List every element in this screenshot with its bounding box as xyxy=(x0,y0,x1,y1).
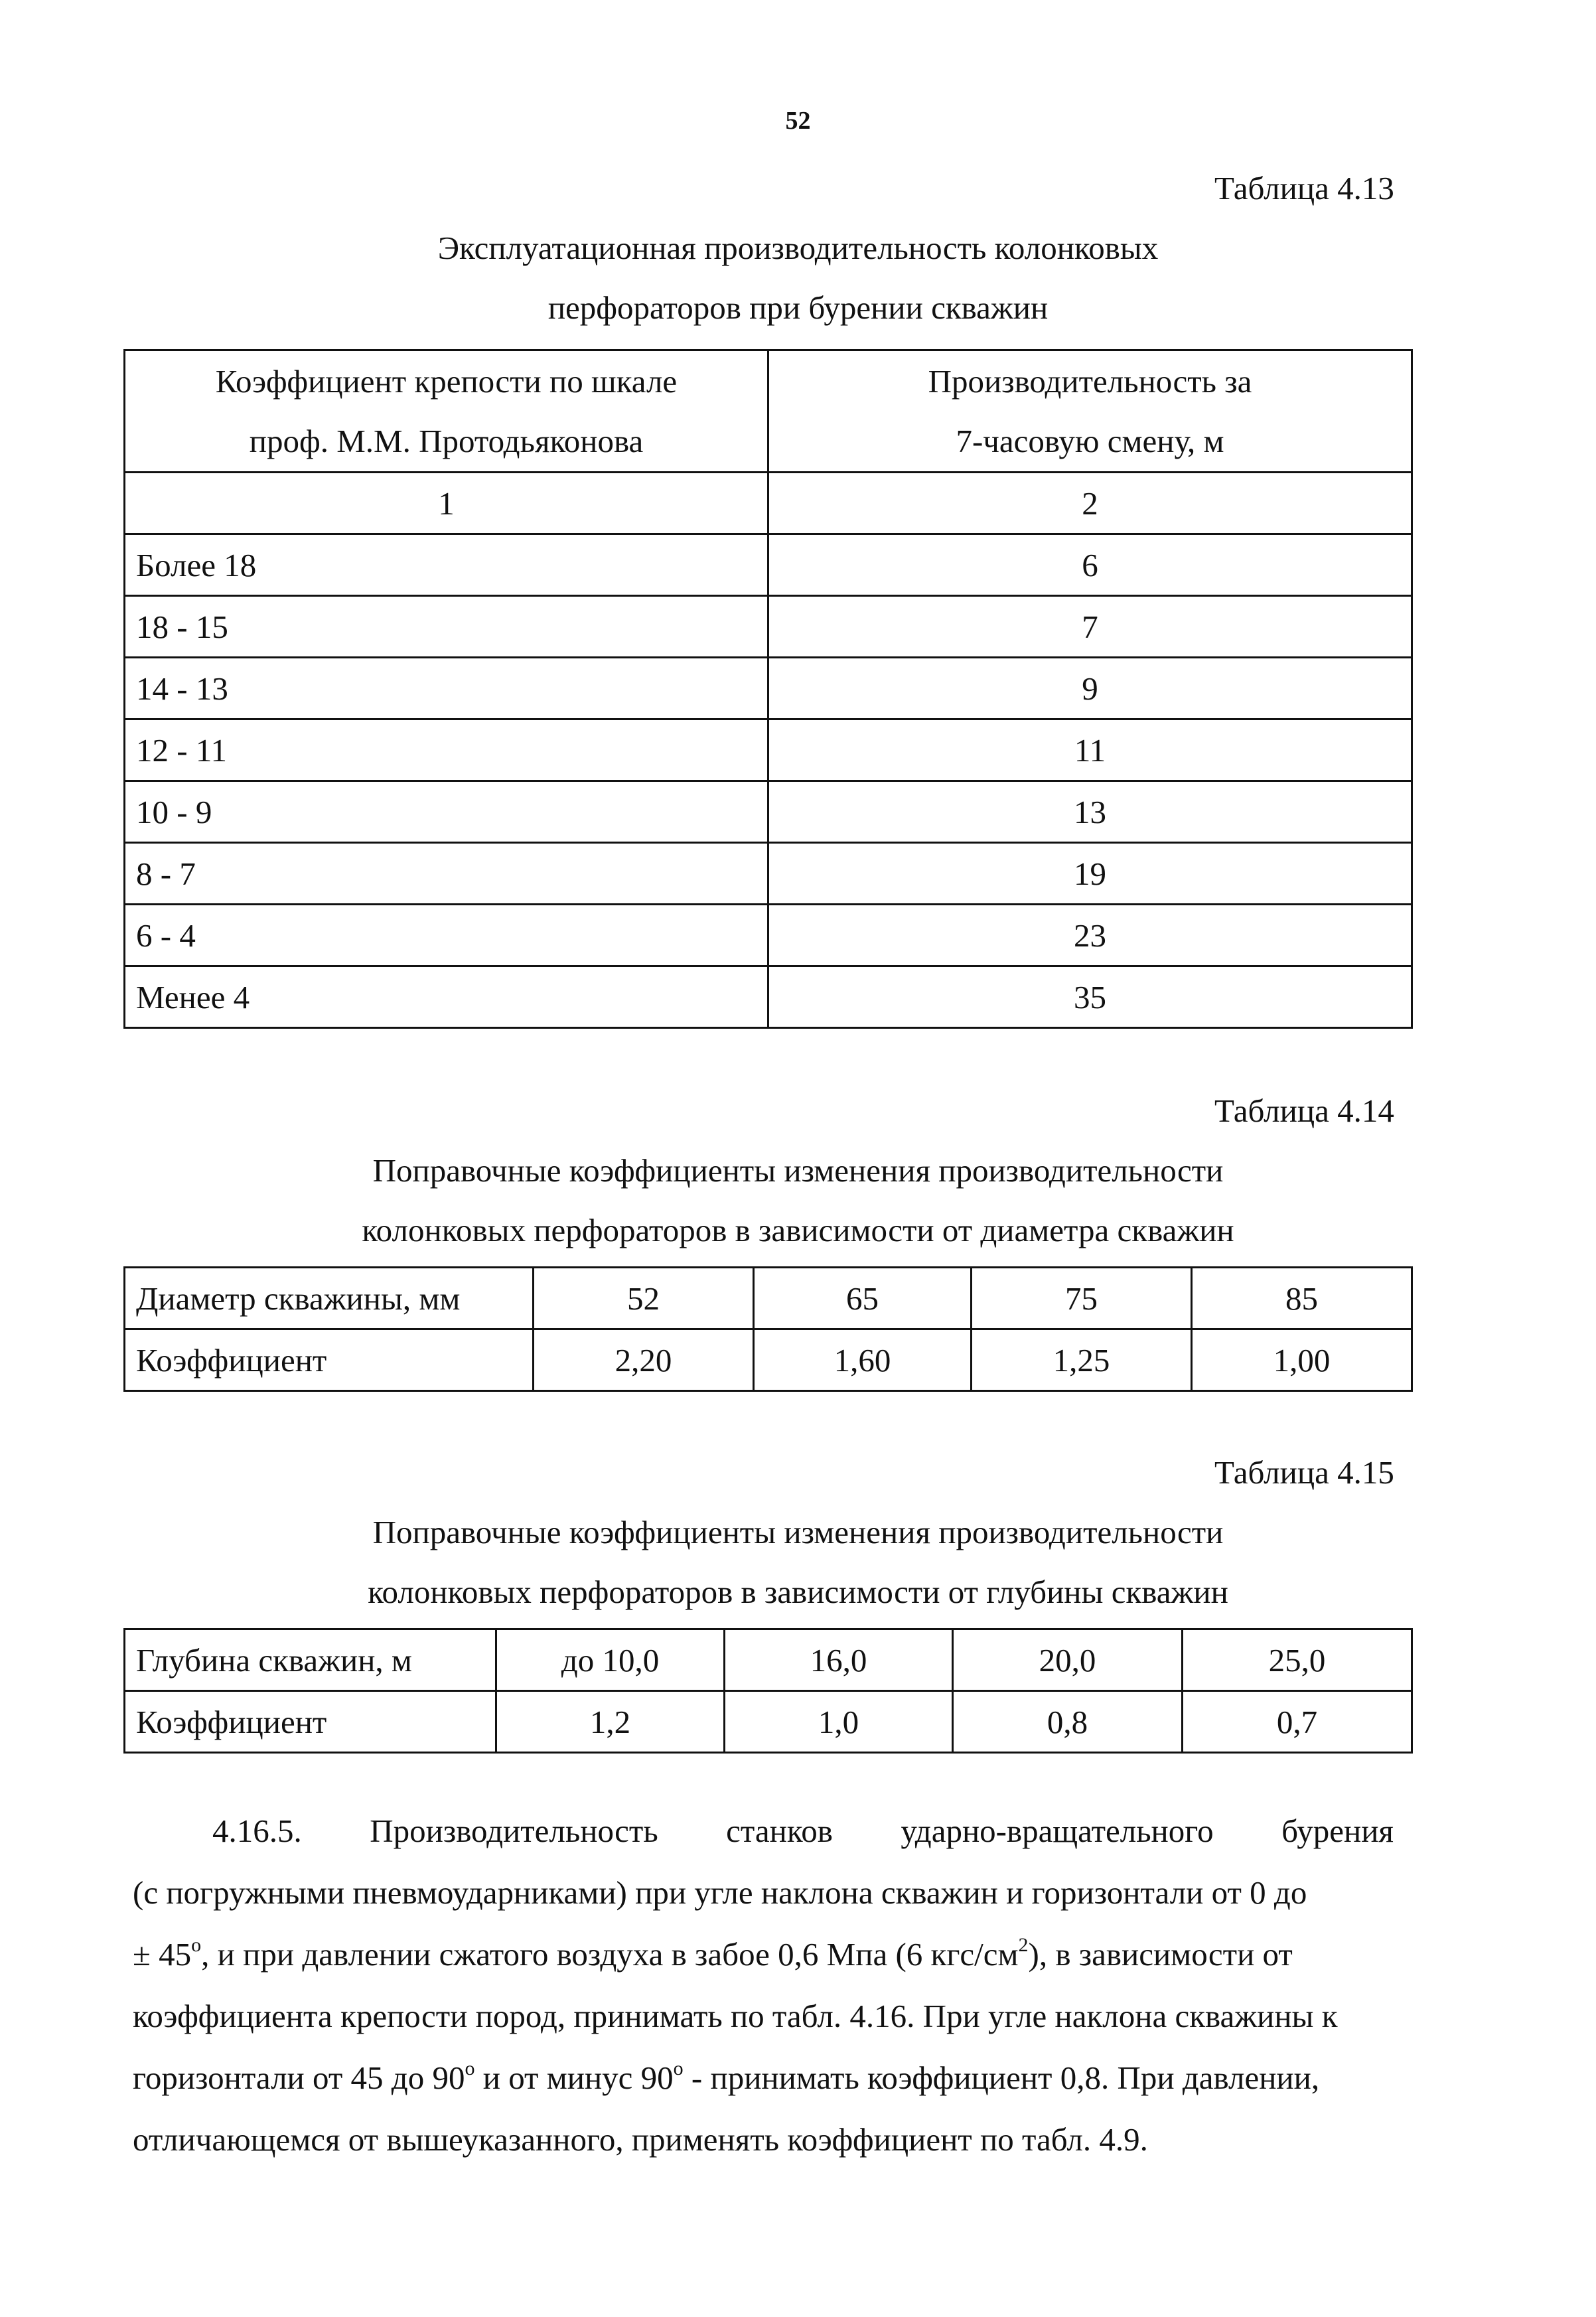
header-productivity-line2: 7-часовую смену, м xyxy=(956,422,1224,459)
hardness-cell: Менее 4 xyxy=(125,966,768,1028)
productivity-cell: 23 xyxy=(768,905,1412,966)
coefficient-label: Коэффициент xyxy=(125,1329,534,1391)
diameter-label: Диаметр скважины, мм xyxy=(125,1268,534,1329)
paragraph-text: ), в зависимости от xyxy=(1028,1936,1293,1973)
depth-value: 20,0 xyxy=(953,1629,1183,1691)
paragraph-text: - принимать коэффициент 0,8. При давлении, xyxy=(683,2059,1320,2096)
squared-superscript: 2 xyxy=(1018,1933,1029,1956)
diameter-value: 52 xyxy=(534,1268,754,1329)
table-4-13 xyxy=(123,349,1413,1029)
diameter-value: 65 xyxy=(754,1268,972,1329)
table-4-14-title-line2: колонковых перфораторов в зависимости от диаметра скважин xyxy=(362,1212,1234,1248)
header-productivity-line1: Производительность за xyxy=(928,362,1252,400)
table-4-15-label: Таблица 4.15 xyxy=(1214,1454,1394,1491)
coefficient-value: 1,2 xyxy=(496,1691,725,1753)
table-header-row xyxy=(125,350,1412,473)
hardness-cell: 18 - 15 xyxy=(125,596,768,658)
coefficient-value: 1,0 xyxy=(725,1691,953,1753)
page-number: 52 xyxy=(785,107,811,135)
coefficient-value: 1,60 xyxy=(754,1329,972,1391)
paragraph-line-4: коэффициента крепости пород, принимать по табл. 4.16. При угле наклона скважины к xyxy=(133,1998,1338,2034)
paragraph-word: ударно-вращательного xyxy=(901,1813,1214,1849)
paragraph-word: Производительность xyxy=(370,1813,658,1849)
table-row xyxy=(125,719,1412,781)
paragraph-text: ± 45 xyxy=(133,1936,192,1973)
table-row xyxy=(125,1629,1412,1691)
coefficient-value: 2,20 xyxy=(534,1329,754,1391)
table-4-14 xyxy=(123,1266,1413,1392)
paragraph-line-6: отличающемся от вышеуказанного, применять коэффициент по табл. 4.9. xyxy=(133,2121,1148,2158)
paragraph-line-3 xyxy=(133,1923,1394,1985)
degree-superscript: о xyxy=(191,1933,202,1956)
productivity-cell: 11 xyxy=(768,719,1412,781)
table-4-13-title-line2: перфораторов при бурении скважин xyxy=(547,289,1049,326)
paragraph-word: станков xyxy=(726,1813,833,1849)
productivity-cell: 6 xyxy=(768,534,1412,596)
table-4-14-label: Таблица 4.14 xyxy=(1214,1092,1394,1129)
hardness-cell: 14 - 13 xyxy=(125,658,768,719)
productivity-cell: 19 xyxy=(768,843,1412,905)
diameter-value: 75 xyxy=(972,1268,1192,1329)
productivity-cell: 7 xyxy=(768,596,1412,658)
table-4-15-title-line2: колонковых перфораторов в зависимости от глубины скважин xyxy=(368,1574,1228,1610)
paragraph-word: бурения xyxy=(1281,1813,1394,1849)
hardness-cell: 8 - 7 xyxy=(125,843,768,905)
table-4-15 xyxy=(123,1628,1413,1754)
column-number-1: 1 xyxy=(125,473,768,534)
table-row xyxy=(125,781,1412,843)
paragraph-line-2: (с погружными пневмоударниками) при угле наклона скважин и горизонтали от 0 до xyxy=(133,1874,1307,1911)
hardness-cell: 12 - 11 xyxy=(125,719,768,781)
table-4-15-title-line1: Поправочные коэффициенты изменения производительности xyxy=(372,1514,1224,1550)
paragraph-4-16-5 xyxy=(133,1800,1394,2170)
coefficient-value: 1,00 xyxy=(1192,1329,1412,1391)
table-4-13-title-line1: Эксплуатационная производительность колонковых xyxy=(437,230,1159,266)
diameter-value: 85 xyxy=(1192,1268,1412,1329)
table-row xyxy=(125,966,1412,1028)
table-row xyxy=(125,843,1412,905)
coefficient-label: Коэффициент xyxy=(125,1691,496,1753)
table-row xyxy=(125,1268,1412,1329)
depth-value: 16,0 xyxy=(725,1629,953,1691)
paragraph-text: горизонтали от 45 до 90 xyxy=(133,2059,465,2096)
hardness-cell: 6 - 4 xyxy=(125,905,768,966)
table-4-14-title-line1: Поправочные коэффициенты изменения производительности xyxy=(372,1152,1224,1189)
paragraph-line-1 xyxy=(133,1800,1394,1862)
productivity-cell: 13 xyxy=(768,781,1412,843)
column-number-2: 2 xyxy=(768,473,1412,534)
table-row xyxy=(125,534,1412,596)
coefficient-value: 1,25 xyxy=(972,1329,1192,1391)
table-row xyxy=(125,596,1412,658)
productivity-cell: 9 xyxy=(768,658,1412,719)
coefficient-value: 0,8 xyxy=(953,1691,1183,1753)
header-productivity xyxy=(768,350,1412,473)
column-number-row xyxy=(125,473,1412,534)
paragraph-text: и от минус 90 xyxy=(474,2059,674,2096)
hardness-cell: Более 18 xyxy=(125,534,768,596)
table-row xyxy=(125,1691,1412,1753)
paragraph-text: , и при давлении сжатого воздуха в забое 0,6 Мпа (6 кгс/см xyxy=(201,1936,1019,1973)
degree-superscript: о xyxy=(465,2057,475,2079)
header-hardness-line2: проф. М.М. Протодьяконова xyxy=(249,422,644,459)
paragraph-line-5 xyxy=(133,2047,1394,2109)
table-4-13-label: Таблица 4.13 xyxy=(1214,170,1394,206)
paragraph-word: 4.16.5. xyxy=(212,1813,302,1849)
depth-value: 25,0 xyxy=(1183,1629,1412,1691)
table-row xyxy=(125,905,1412,966)
header-hardness-line1: Коэффициент крепости по шкале xyxy=(215,362,678,400)
coefficient-value: 0,7 xyxy=(1183,1691,1412,1753)
table-row xyxy=(125,1329,1412,1391)
depth-label: Глубина скважин, м xyxy=(125,1629,496,1691)
table-row xyxy=(125,658,1412,719)
degree-superscript: о xyxy=(673,2057,684,2079)
hardness-cell: 10 - 9 xyxy=(125,781,768,843)
depth-value: до 10,0 xyxy=(496,1629,725,1691)
productivity-cell: 35 xyxy=(768,966,1412,1028)
header-hardness xyxy=(125,350,768,473)
